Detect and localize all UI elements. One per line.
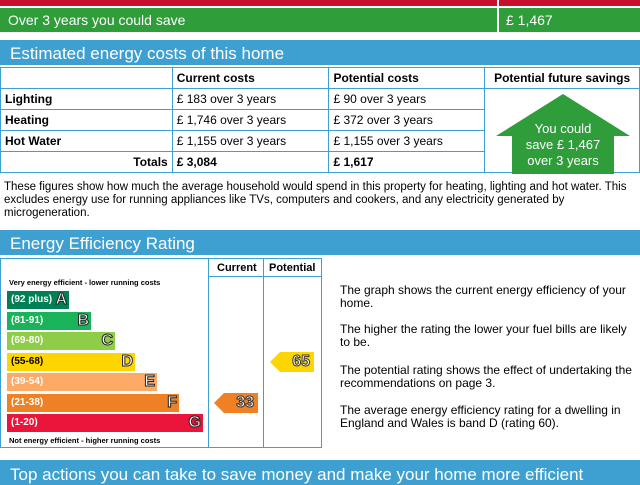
costs-note: These figures show how much the average household would spend in this property for heating, lighting and hot water. This excludes energy use for running appliances like TVs, computers and cookers, and any electricity generated by microgeneration. xyxy=(4,181,627,219)
top-caption: Very energy efficient - lower running costs xyxy=(9,278,161,287)
band-range-label: (55-68) xyxy=(11,355,44,367)
savings-label: Over 3 years you could save xyxy=(8,12,186,28)
row-divider xyxy=(497,8,499,32)
row-divider xyxy=(497,0,499,6)
efficiency-title-text: Energy Efficiency Rating xyxy=(10,234,195,253)
row-current: £ 183 over 3 years xyxy=(172,89,329,110)
band-letter: A xyxy=(55,291,67,308)
row-current: £ 1,746 over 3 years xyxy=(172,110,329,131)
row-potential: £ 90 over 3 years xyxy=(329,89,485,110)
description-paragraph: The potential rating shows the effect of undertaking the recommendations on page 3. xyxy=(340,363,632,390)
potential-column-divider xyxy=(263,259,264,447)
band-range-label: (81-91) xyxy=(11,314,44,326)
rating-value: 33 xyxy=(236,393,254,411)
band-a xyxy=(7,291,69,309)
cropped-top-row xyxy=(0,0,640,6)
current-column-divider xyxy=(208,259,209,447)
savings-row xyxy=(0,8,640,32)
row-potential: £ 372 over 3 years xyxy=(329,110,485,131)
band-letter: E xyxy=(144,373,155,390)
band-e xyxy=(7,373,157,391)
house-line-2: save £ 1,467 xyxy=(525,137,601,152)
description-paragraph: The average energy efficiency rating for a dwelling in England and Wales is band D (rating 60). xyxy=(340,403,621,430)
house-line-3: over 3 years xyxy=(527,153,599,168)
efficiency-rating-chart xyxy=(0,258,322,448)
header-current: Current costs xyxy=(172,68,329,89)
table-header-row xyxy=(1,68,640,89)
column-header-divider xyxy=(208,276,322,277)
efficiency-section-title xyxy=(0,230,640,255)
house-savings-icon xyxy=(496,94,630,174)
row-item: Lighting xyxy=(1,89,173,110)
costs-section-title xyxy=(0,40,640,65)
band-range-label: (69-80) xyxy=(11,335,44,346)
band-letter: F xyxy=(167,393,177,411)
band-letter: D xyxy=(121,352,133,370)
band-letter: G xyxy=(188,414,201,431)
band-c xyxy=(7,332,115,350)
band-f xyxy=(7,394,179,412)
band-g xyxy=(7,414,203,432)
band-letter: B xyxy=(77,311,89,329)
totals-potential: £ 1,617 xyxy=(329,152,485,173)
band-d xyxy=(7,353,135,371)
actions-section-title xyxy=(0,460,640,485)
costs-title-text: Estimated energy costs of this home xyxy=(10,44,285,63)
band-letter: C xyxy=(101,332,113,349)
house-line-1: You could xyxy=(534,121,592,136)
description-paragraph: The graph shows the current energy efficiency of your home. xyxy=(340,283,626,310)
current-rating-arrow xyxy=(214,393,258,413)
actions-title-text: Top actions you can take to save money and make your home more efficient xyxy=(10,465,584,484)
potential-column-heading: Potential xyxy=(269,262,316,274)
savings-value: £ 1,467 xyxy=(506,12,553,28)
band-b xyxy=(7,312,91,330)
header-future-savings: Potential future savings xyxy=(485,68,640,89)
row-current: £ 1,155 over 3 years xyxy=(172,131,329,152)
row-item: Heating xyxy=(1,110,173,131)
current-column-heading: Current xyxy=(217,262,257,274)
band-range-label: (39-54) xyxy=(11,376,44,387)
header-potential: Potential costs xyxy=(329,68,485,89)
band-range-label: (21-38) xyxy=(11,396,44,408)
band-range-label: (92 plus) xyxy=(11,294,53,305)
row-potential: £ 1,155 over 3 years xyxy=(329,131,485,152)
bottom-caption: Not energy efficient - higher running costs xyxy=(9,436,161,445)
description-paragraph: The higher the rating the lower your fuel bills are likely to be. xyxy=(340,322,627,349)
totals-label: Totals xyxy=(1,152,173,173)
potential-rating-arrow xyxy=(270,352,314,372)
rating-value: 65 xyxy=(292,352,310,370)
row-item: Hot Water xyxy=(1,131,173,152)
band-range-label: (1-20) xyxy=(11,417,38,428)
totals-current: £ 3,084 xyxy=(172,152,329,173)
header-item xyxy=(1,68,173,89)
